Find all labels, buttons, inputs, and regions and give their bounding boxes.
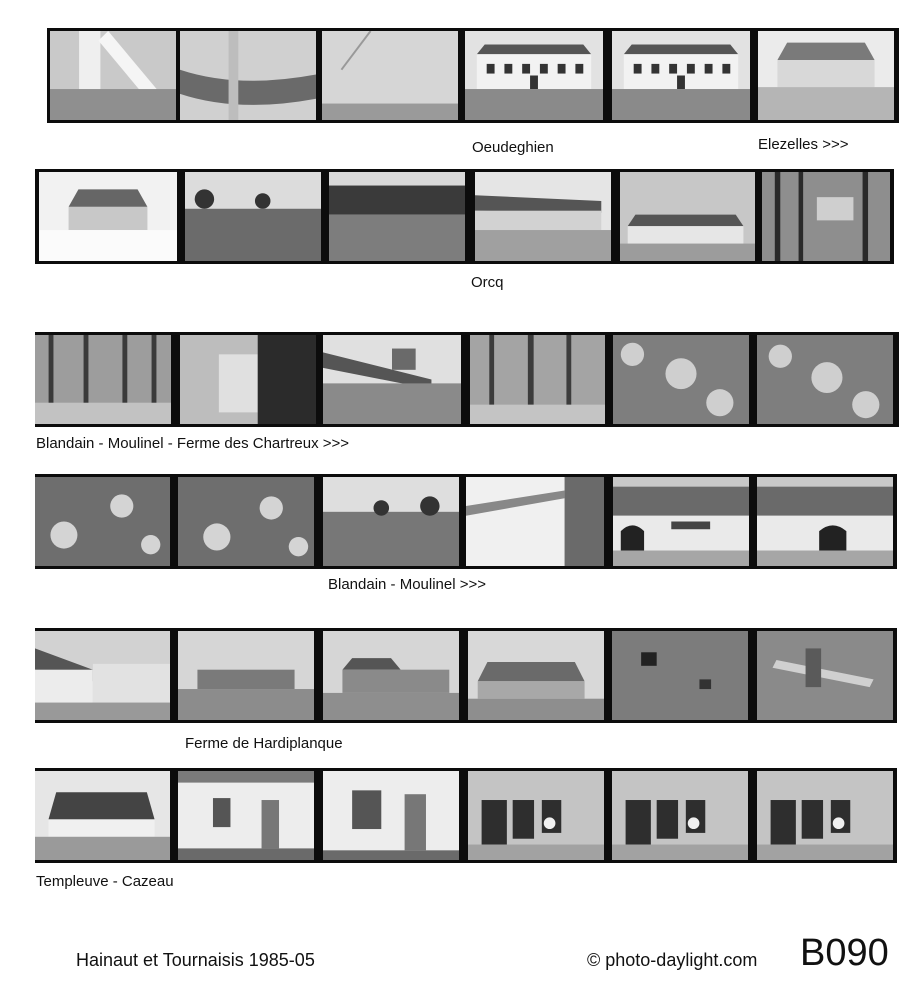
film-strip-5 — [35, 628, 897, 723]
photo-frame — [757, 631, 893, 720]
photo-frame — [468, 771, 604, 860]
photo-frame — [178, 631, 314, 720]
photo-frame — [178, 477, 314, 566]
photo-frame — [475, 172, 611, 261]
caption-blandain-moulinel: Blandain - Moulinel >>> — [328, 576, 487, 593]
photo-frame — [757, 477, 893, 566]
photo-frame — [39, 172, 177, 261]
sheet-title: Hainaut et Tournaisis 1985-05 — [76, 950, 315, 970]
photo-frame — [322, 31, 458, 120]
photo-frame — [35, 631, 170, 720]
photo-frame — [35, 335, 171, 424]
caption-oeudeghien: Oeudeghien — [472, 139, 554, 156]
photo-frame — [612, 631, 748, 720]
photo-frame — [612, 771, 748, 860]
photo-frame — [323, 631, 459, 720]
photo-frame — [178, 771, 314, 860]
caption-orcq: Orcq — [471, 274, 504, 291]
film-strip-4 — [35, 474, 897, 569]
photo-frame — [613, 335, 749, 424]
photo-frame — [35, 771, 170, 860]
photo-frame — [323, 771, 459, 860]
caption-blandain-chartreux: Blandain - Moulinel - Ferme des Chartreux >>> — [36, 435, 350, 452]
photo-frame — [180, 31, 316, 120]
caption-elezelles: Elezelles >>> — [758, 136, 849, 153]
photo-frame — [762, 172, 890, 261]
photo-frame — [620, 172, 755, 261]
photo-frame — [613, 477, 749, 566]
photo-frame — [468, 631, 604, 720]
photo-frame — [35, 477, 170, 566]
photo-frame — [757, 335, 893, 424]
sheet-code: B090 — [800, 932, 889, 974]
photo-frame — [329, 172, 465, 261]
photo-frame — [465, 31, 603, 120]
film-strip-6 — [35, 768, 897, 863]
photo-frame — [466, 477, 604, 566]
caption-hardiplanque: Ferme de Hardiplanque — [185, 735, 343, 752]
copyright-text: © photo-daylight.com — [587, 950, 758, 970]
photo-frame — [50, 31, 176, 120]
photo-frame — [612, 31, 750, 120]
photo-frame — [323, 335, 461, 424]
photo-frame — [757, 771, 893, 860]
photo-frame — [758, 31, 894, 120]
caption-templeuve: Templeuve - Cazeau — [36, 873, 174, 890]
film-strip-1 — [47, 28, 899, 123]
film-strip-3 — [35, 332, 899, 427]
photo-frame — [180, 335, 316, 424]
film-strip-2 — [35, 169, 894, 264]
photo-frame — [323, 477, 459, 566]
photo-frame — [470, 335, 605, 424]
photo-frame — [185, 172, 321, 261]
